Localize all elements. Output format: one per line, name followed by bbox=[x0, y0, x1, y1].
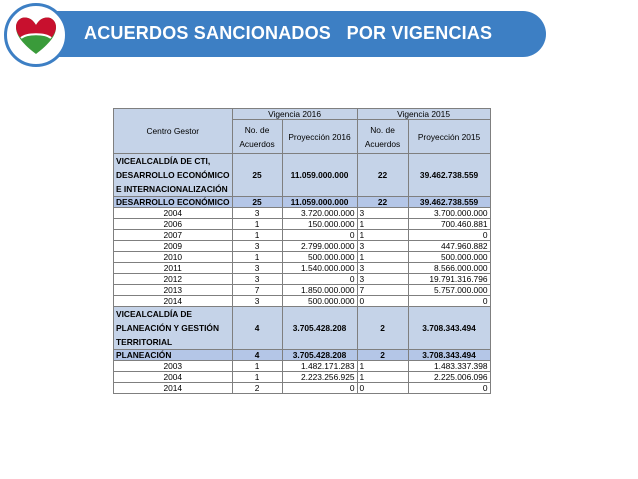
row-projection-2015: 447.960.882 bbox=[408, 241, 490, 252]
header-vigencia-2015: Vigencia 2015 bbox=[357, 109, 490, 120]
row-projection-2015: 0 bbox=[408, 296, 490, 307]
row-projection-2015: 700.460.881 bbox=[408, 219, 490, 230]
row-projection-2016: 150.000.000 bbox=[282, 219, 357, 230]
subtotal-projection-2015: 3.708.343.494 bbox=[408, 350, 490, 361]
row-projection-2016: 0 bbox=[282, 383, 357, 394]
table-row bbox=[114, 285, 491, 296]
section-row bbox=[114, 307, 491, 350]
row-count-2016: 7 bbox=[232, 285, 282, 296]
row-count-2015: 0 bbox=[357, 296, 408, 307]
row-projection-2016: 0 bbox=[282, 230, 357, 241]
row-projection-2015: 8.566.000.000 bbox=[408, 263, 490, 274]
row-count-2016: 2 bbox=[232, 383, 282, 394]
table-row bbox=[114, 230, 491, 241]
section-projection-2016: 11.059.000.000 bbox=[282, 154, 357, 197]
row-year: 2004 bbox=[114, 208, 233, 219]
subtotal-projection-2015: 39.462.738.559 bbox=[408, 197, 490, 208]
row-year: 2014 bbox=[114, 383, 233, 394]
table-row bbox=[114, 274, 491, 285]
header-proyeccion-2015: Proyección 2015 bbox=[408, 120, 490, 154]
section-count-2015: 22 bbox=[357, 154, 408, 197]
header-vigencia-2016: Vigencia 2016 bbox=[232, 109, 357, 120]
row-year: 2006 bbox=[114, 219, 233, 230]
row-count-2016: 3 bbox=[232, 296, 282, 307]
section-count-2016: 25 bbox=[232, 154, 282, 197]
row-year: 2009 bbox=[114, 241, 233, 252]
section-count-2016: 4 bbox=[232, 307, 282, 350]
table-row bbox=[114, 219, 491, 230]
row-count-2015: 0 bbox=[357, 383, 408, 394]
row-count-2016: 3 bbox=[232, 208, 282, 219]
row-projection-2015: 2.225.006.096 bbox=[408, 372, 490, 383]
row-projection-2016: 500.000.000 bbox=[282, 252, 357, 263]
row-projection-2015: 1.483.337.398 bbox=[408, 361, 490, 372]
row-year: 2014 bbox=[114, 296, 233, 307]
row-projection-2016: 3.720.000.000 bbox=[282, 208, 357, 219]
subtotal-projection-2016: 3.705.428.208 bbox=[282, 350, 357, 361]
row-count-2016: 1 bbox=[232, 361, 282, 372]
row-year: 2003 bbox=[114, 361, 233, 372]
row-projection-2016: 0 bbox=[282, 274, 357, 285]
section-label: VICEALCALDÍA DE PLANEACIÓN Y GESTIÓN TERRITORIAL bbox=[114, 307, 233, 350]
row-count-2015: 3 bbox=[357, 241, 408, 252]
table-row bbox=[114, 361, 491, 372]
row-projection-2015: 3.700.000.000 bbox=[408, 208, 490, 219]
row-count-2015: 1 bbox=[357, 361, 408, 372]
row-count-2016: 1 bbox=[232, 372, 282, 383]
row-projection-2015: 5.757.000.000 bbox=[408, 285, 490, 296]
row-year: 2012 bbox=[114, 274, 233, 285]
row-count-2015: 1 bbox=[357, 372, 408, 383]
row-year: 2010 bbox=[114, 252, 233, 263]
heart-logo-icon bbox=[4, 3, 68, 67]
header-centro-gestor: Centro Gestor bbox=[114, 109, 233, 154]
row-projection-2016: 2.799.000.000 bbox=[282, 241, 357, 252]
row-count-2015: 7 bbox=[357, 285, 408, 296]
row-count-2015: 1 bbox=[357, 219, 408, 230]
subtotal-row bbox=[114, 350, 491, 361]
row-count-2016: 3 bbox=[232, 274, 282, 285]
page-title: ACUERDOS SANCIONADOS POR VIGENCIAS bbox=[84, 23, 493, 43]
agreements-table bbox=[113, 108, 491, 394]
row-count-2015: 1 bbox=[357, 230, 408, 241]
row-count-2015: 3 bbox=[357, 263, 408, 274]
row-year: 2004 bbox=[114, 372, 233, 383]
row-projection-2015: 0 bbox=[408, 230, 490, 241]
row-count-2016: 1 bbox=[232, 219, 282, 230]
subtotal-count-2016: 4 bbox=[232, 350, 282, 361]
subtotal-projection-2016: 11.059.000.000 bbox=[282, 197, 357, 208]
row-projection-2016: 1.540.000.000 bbox=[282, 263, 357, 274]
header-no-acuerdos-2016: No. de Acuerdos bbox=[232, 120, 282, 154]
row-projection-2016: 2.223.256.925 bbox=[282, 372, 357, 383]
row-projection-2015: 0 bbox=[408, 383, 490, 394]
table-row bbox=[114, 208, 491, 219]
subtotal-count-2016: 25 bbox=[232, 197, 282, 208]
header-no-acuerdos-2015: No. de Acuerdos bbox=[357, 120, 408, 154]
subtotal-count-2015: 2 bbox=[357, 350, 408, 361]
section-projection-2015: 39.462.738.559 bbox=[408, 154, 490, 197]
row-count-2015: 3 bbox=[357, 274, 408, 285]
table-row bbox=[114, 296, 491, 307]
row-year: 2013 bbox=[114, 285, 233, 296]
header-proyeccion-2016: Proyección 2016 bbox=[282, 120, 357, 154]
subtotal-count-2015: 22 bbox=[357, 197, 408, 208]
section-projection-2016: 3.705.428.208 bbox=[282, 307, 357, 350]
subtotal-label: PLANEACIÓN bbox=[114, 350, 233, 361]
table-row bbox=[114, 241, 491, 252]
row-year: 2007 bbox=[114, 230, 233, 241]
row-projection-2016: 500.000.000 bbox=[282, 296, 357, 307]
row-year: 2011 bbox=[114, 263, 233, 274]
subtotal-label: DESARROLLO ECONÓMICO bbox=[114, 197, 233, 208]
table-row bbox=[114, 383, 491, 394]
row-projection-2015: 19.791.316.796 bbox=[408, 274, 490, 285]
table-row bbox=[114, 372, 491, 383]
row-count-2015: 3 bbox=[357, 208, 408, 219]
table-row bbox=[114, 263, 491, 274]
section-projection-2015: 3.708.343.494 bbox=[408, 307, 490, 350]
row-count-2016: 3 bbox=[232, 263, 282, 274]
row-count-2016: 1 bbox=[232, 252, 282, 263]
row-projection-2016: 1.482.171.283 bbox=[282, 361, 357, 372]
section-count-2015: 2 bbox=[357, 307, 408, 350]
section-row bbox=[114, 154, 491, 197]
row-projection-2016: 1.850.000.000 bbox=[282, 285, 357, 296]
row-count-2015: 1 bbox=[357, 252, 408, 263]
table-row bbox=[114, 252, 491, 263]
row-count-2016: 3 bbox=[232, 241, 282, 252]
row-count-2016: 1 bbox=[232, 230, 282, 241]
section-label: VICEALCALDÍA DE CTI, DESARROLLO ECONÓMICO E INTERNACIONALIZACIÓN bbox=[114, 154, 233, 197]
row-projection-2015: 500.000.000 bbox=[408, 252, 490, 263]
subtotal-row bbox=[114, 197, 491, 208]
